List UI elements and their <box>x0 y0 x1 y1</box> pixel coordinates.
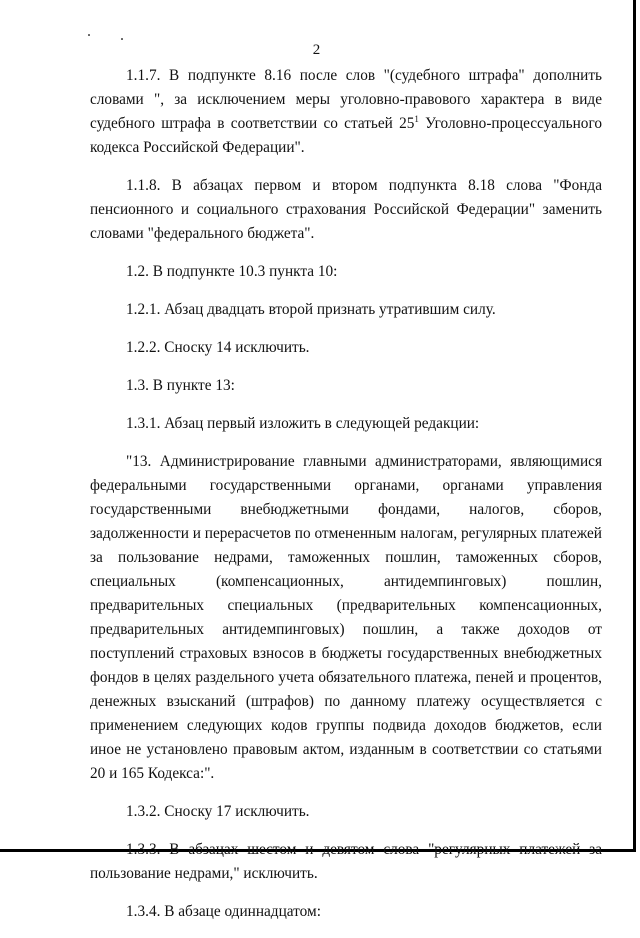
paragraph-1-3-3: 1.3.3. В абзацах шестом и девятом слова "регулярных платежей за пользование недрами," исключить. <box>90 841 602 882</box>
paragraph-quote-13: "13. Администрирование главными администраторами, являющимися федеральными государственными органами, органами управления государственными внебюджетными фондами, налогов, сборов, задолженности и перерасчетов по отмененным налогам, регулярных платежей за пользование недрами, таможенных пошлин, таможенных сборов, специальных (компенсационных, антидемпинговых) пошлин, предварительных специальных (предварительных компенсационных, предварительных антидемпинговых) пошлин, а также доходов от поступлений страховых взносов в бюджеты государственных внебюджетных фондов в целях раздельного учета обязательного платежа, пеней и процентов, денежных взысканий (штрафов) по данному платежу осуществляется с применением следующих кодов группы подвида доходов бюджетов, если иное не установлено правовым актом, изданным в соответствии со статьями 20 и 165 Кодекса:". <box>90 453 602 782</box>
paragraph-1-2: 1.2. В подпункте 10.3 пункта 10: <box>126 263 338 280</box>
paragraph-1-1-8: 1.1.8. В абзацах первом и втором подпункта 8.18 слова "Фонда пенсионного и социального страхования Российской Федерации" заменить словами "федерального бюджета". <box>90 177 602 242</box>
paragraph-text: 1.1.7. В подпункте 8.16 после слов "(судебного штрафа" дополнить словами ", за исключением меры уголовно-правового характера в виде судебного штрафа в соответствии со статьей 25 <box>90 67 602 132</box>
superscript: 1 <box>414 113 419 124</box>
paragraph-1-3-4: 1.3.4. В абзаце одиннадцатом: <box>126 903 321 920</box>
page-number: 2 <box>312 42 321 58</box>
paragraph-1-3-2: 1.3.2. Сноску 17 исключить. <box>126 803 310 820</box>
paragraph-1-3: 1.3. В пункте 13: <box>126 377 235 394</box>
paragraph-1-1-7 <box>90 64 602 160</box>
scan-artifact <box>121 38 123 40</box>
document-body <box>90 64 602 938</box>
paragraph-1-2-1: 1.2.1. Абзац двадцать второй признать утратившим силу. <box>126 301 496 318</box>
paragraph-text: Уголовно-процессуального кодекса Российской Федерации". <box>90 115 602 156</box>
paragraph-1-2-2: 1.2.2. Сноску 14 исключить. <box>126 339 310 356</box>
paragraph-1-3-1: 1.3.1. Абзац первый изложить в следующей редакции: <box>126 415 480 432</box>
scan-artifact <box>88 34 90 36</box>
